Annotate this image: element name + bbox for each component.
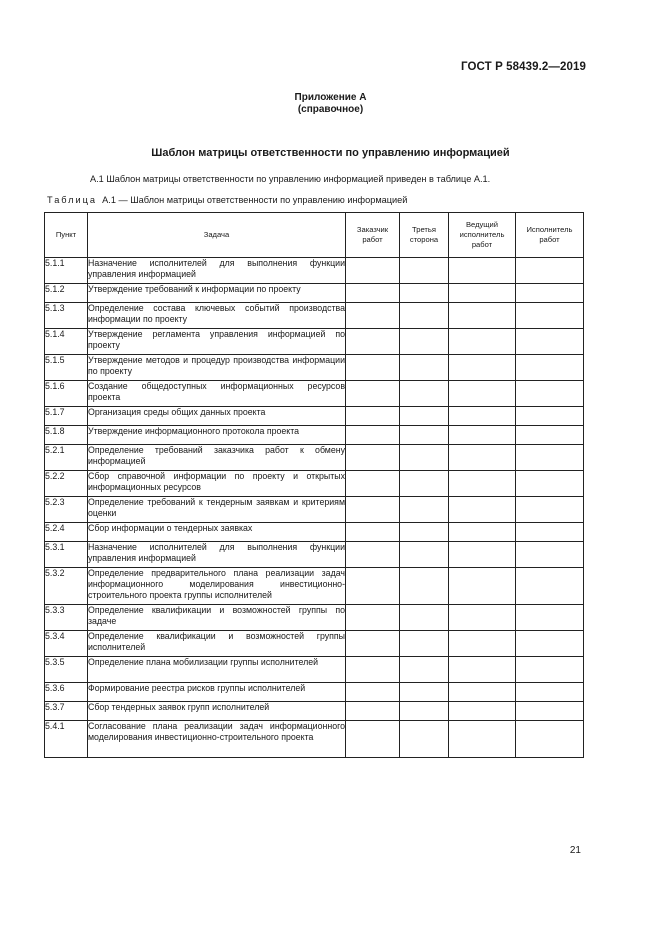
lead-contractor-cell [449, 683, 516, 702]
row-number: 5.1.6 [45, 381, 88, 407]
column-header-lead-contractor: Ведущий исполнитель работ [449, 213, 516, 258]
table-row [45, 568, 584, 605]
appendix-title: Приложение А [294, 92, 367, 103]
table-row [45, 471, 584, 497]
row-number: 5.2.4 [45, 523, 88, 542]
lead-contractor-cell [449, 284, 516, 303]
table-caption-text: А.1 — Шаблон матрицы ответственности по управлению информацией [97, 195, 408, 205]
contractor-cell [516, 303, 584, 329]
section-title: Шаблон матрицы ответственности по управлению информацией [151, 147, 510, 159]
lead-contractor-cell [449, 631, 516, 657]
appendix-subtitle: (справочное) [297, 104, 364, 115]
row-number: 5.3.4 [45, 631, 88, 657]
lead-contractor-cell [449, 407, 516, 426]
third-party-cell [400, 426, 449, 445]
third-party-cell [400, 284, 449, 303]
third-party-cell [400, 683, 449, 702]
contractor-cell [516, 445, 584, 471]
table-row [45, 605, 584, 631]
table-header-row [45, 213, 584, 258]
table-row [45, 445, 584, 471]
customer-cell [346, 381, 400, 407]
row-task: Организация среды общих данных проекта [88, 407, 346, 426]
row-task: Согласование плана реализации задач информационного моделирования инвестиционно-строительного проекта [88, 721, 346, 758]
row-number: 5.1.1 [45, 258, 88, 284]
third-party-cell [400, 523, 449, 542]
row-task: Назначение исполнителей для выполнения функции управления информацией [88, 542, 346, 568]
contractor-cell [516, 683, 584, 702]
contractor-cell [516, 258, 584, 284]
contractor-cell [516, 523, 584, 542]
lead-contractor-cell [449, 497, 516, 523]
appendix-heading [0, 92, 661, 116]
row-task: Утверждение регламента управления информацией по проекту [88, 329, 346, 355]
third-party-cell [400, 303, 449, 329]
row-task: Определение требований к тендерным заявкам и критериям оценки [88, 497, 346, 523]
table-caption-prefix: Таблица [47, 195, 98, 205]
lead-contractor-cell [449, 355, 516, 381]
row-task: Определение предварительного плана реализации задач информационного моделирования инвестиционно-строительного проекта группы исполнителей [88, 568, 346, 605]
row-task: Утверждение требований к информации по проекту [88, 284, 346, 303]
contractor-cell [516, 568, 584, 605]
lead-contractor-cell [449, 542, 516, 568]
row-task: Назначение исполнителей для выполнения функции управления информацией [88, 258, 346, 284]
third-party-cell [400, 542, 449, 568]
customer-cell [346, 657, 400, 683]
column-header-third-party: Третья сторона [400, 213, 449, 258]
table-row [45, 631, 584, 657]
row-task: Утверждение информационного протокола проекта [88, 426, 346, 445]
contractor-cell [516, 329, 584, 355]
table-row [45, 497, 584, 523]
row-number: 5.3.3 [45, 605, 88, 631]
standard-code: ГОСТ Р 58439.2—2019 [461, 61, 586, 73]
table-row [45, 284, 584, 303]
row-number: 5.1.5 [45, 355, 88, 381]
customer-cell [346, 426, 400, 445]
column-header-contractor: Исполнитель работ [516, 213, 584, 258]
lead-contractor-cell [449, 303, 516, 329]
row-number: 5.3.1 [45, 542, 88, 568]
table-row [45, 657, 584, 683]
customer-cell [346, 497, 400, 523]
lead-contractor-cell [449, 445, 516, 471]
customer-cell [346, 542, 400, 568]
customer-cell [346, 631, 400, 657]
contractor-cell [516, 721, 584, 758]
contractor-cell [516, 426, 584, 445]
row-task: Определение квалификации и возможностей группы исполнителей [88, 631, 346, 657]
table-row [45, 258, 584, 284]
row-task: Сбор справочной информации по проекту и открытых информационных ресурсов [88, 471, 346, 497]
lead-contractor-cell [449, 426, 516, 445]
row-number: 5.1.4 [45, 329, 88, 355]
table-row [45, 683, 584, 702]
lead-contractor-cell [449, 605, 516, 631]
customer-cell [346, 683, 400, 702]
lead-contractor-cell [449, 258, 516, 284]
contractor-cell [516, 381, 584, 407]
row-task: Определение квалификации и возможностей группы по задаче [88, 605, 346, 631]
contractor-cell [516, 542, 584, 568]
row-number: 5.1.2 [45, 284, 88, 303]
responsibility-matrix-table [44, 212, 584, 758]
contractor-cell [516, 605, 584, 631]
customer-cell [346, 523, 400, 542]
lead-contractor-cell [449, 568, 516, 605]
table-caption [47, 195, 407, 205]
page-number: 21 [569, 845, 581, 856]
table-row [45, 426, 584, 445]
row-number: 5.2.1 [45, 445, 88, 471]
third-party-cell [400, 631, 449, 657]
customer-cell [346, 284, 400, 303]
row-number: 5.1.3 [45, 303, 88, 329]
third-party-cell [400, 605, 449, 631]
third-party-cell [400, 445, 449, 471]
table-row [45, 721, 584, 758]
row-number: 5.1.8 [45, 426, 88, 445]
third-party-cell [400, 381, 449, 407]
lead-contractor-cell [449, 329, 516, 355]
lead-contractor-cell [449, 702, 516, 721]
row-task: Создание общедоступных информационных ресурсов проекта [88, 381, 346, 407]
contractor-cell [516, 497, 584, 523]
lead-contractor-cell [449, 471, 516, 497]
row-number: 5.3.5 [45, 657, 88, 683]
row-task: Формирование реестра рисков группы исполнителей [88, 683, 346, 702]
table-row [45, 381, 584, 407]
column-header-task: Задача [88, 213, 346, 258]
lead-contractor-cell [449, 657, 516, 683]
customer-cell [346, 258, 400, 284]
customer-cell [346, 355, 400, 381]
customer-cell [346, 702, 400, 721]
third-party-cell [400, 568, 449, 605]
row-task: Сбор информации о тендерных заявках [88, 523, 346, 542]
third-party-cell [400, 721, 449, 758]
row-number: 5.3.7 [45, 702, 88, 721]
customer-cell [346, 329, 400, 355]
row-task: Утверждение методов и процедур производства информации по проекту [88, 355, 346, 381]
table-row [45, 329, 584, 355]
row-number: 5.3.2 [45, 568, 88, 605]
row-number: 5.2.3 [45, 497, 88, 523]
third-party-cell [400, 329, 449, 355]
row-number: 5.3.6 [45, 683, 88, 702]
row-task: Определение требований заказчика работ к обмену информацией [88, 445, 346, 471]
third-party-cell [400, 497, 449, 523]
row-number: 5.4.1 [45, 721, 88, 758]
third-party-cell [400, 657, 449, 683]
third-party-cell [400, 355, 449, 381]
contractor-cell [516, 702, 584, 721]
customer-cell [346, 471, 400, 497]
intro-paragraph: А.1 Шаблон матрицы ответственности по управлению информацией приведен в таблице А.1. [90, 174, 491, 184]
customer-cell [346, 445, 400, 471]
row-number: 5.1.7 [45, 407, 88, 426]
column-header-num: Пункт [45, 213, 88, 258]
customer-cell [346, 568, 400, 605]
row-task: Сбор тендерных заявок групп исполнителей [88, 702, 346, 721]
third-party-cell [400, 407, 449, 426]
customer-cell [346, 721, 400, 758]
lead-contractor-cell [449, 721, 516, 758]
table-row [45, 523, 584, 542]
contractor-cell [516, 355, 584, 381]
contractor-cell [516, 631, 584, 657]
column-header-customer: Заказчик работ [346, 213, 400, 258]
table-row [45, 702, 584, 721]
third-party-cell [400, 258, 449, 284]
table-row [45, 355, 584, 381]
customer-cell [346, 407, 400, 426]
row-task: Определение состава ключевых событий производства информации по проекту [88, 303, 346, 329]
table-row [45, 407, 584, 426]
contractor-cell [516, 407, 584, 426]
row-task: Определение плана мобилизации группы исполнителей [88, 657, 346, 683]
table-body [45, 258, 584, 758]
third-party-cell [400, 702, 449, 721]
table-row [45, 542, 584, 568]
row-number: 5.2.2 [45, 471, 88, 497]
customer-cell [346, 605, 400, 631]
contractor-cell [516, 657, 584, 683]
lead-contractor-cell [449, 381, 516, 407]
third-party-cell [400, 471, 449, 497]
customer-cell [346, 303, 400, 329]
table-row [45, 303, 584, 329]
contractor-cell [516, 284, 584, 303]
contractor-cell [516, 471, 584, 497]
lead-contractor-cell [449, 523, 516, 542]
